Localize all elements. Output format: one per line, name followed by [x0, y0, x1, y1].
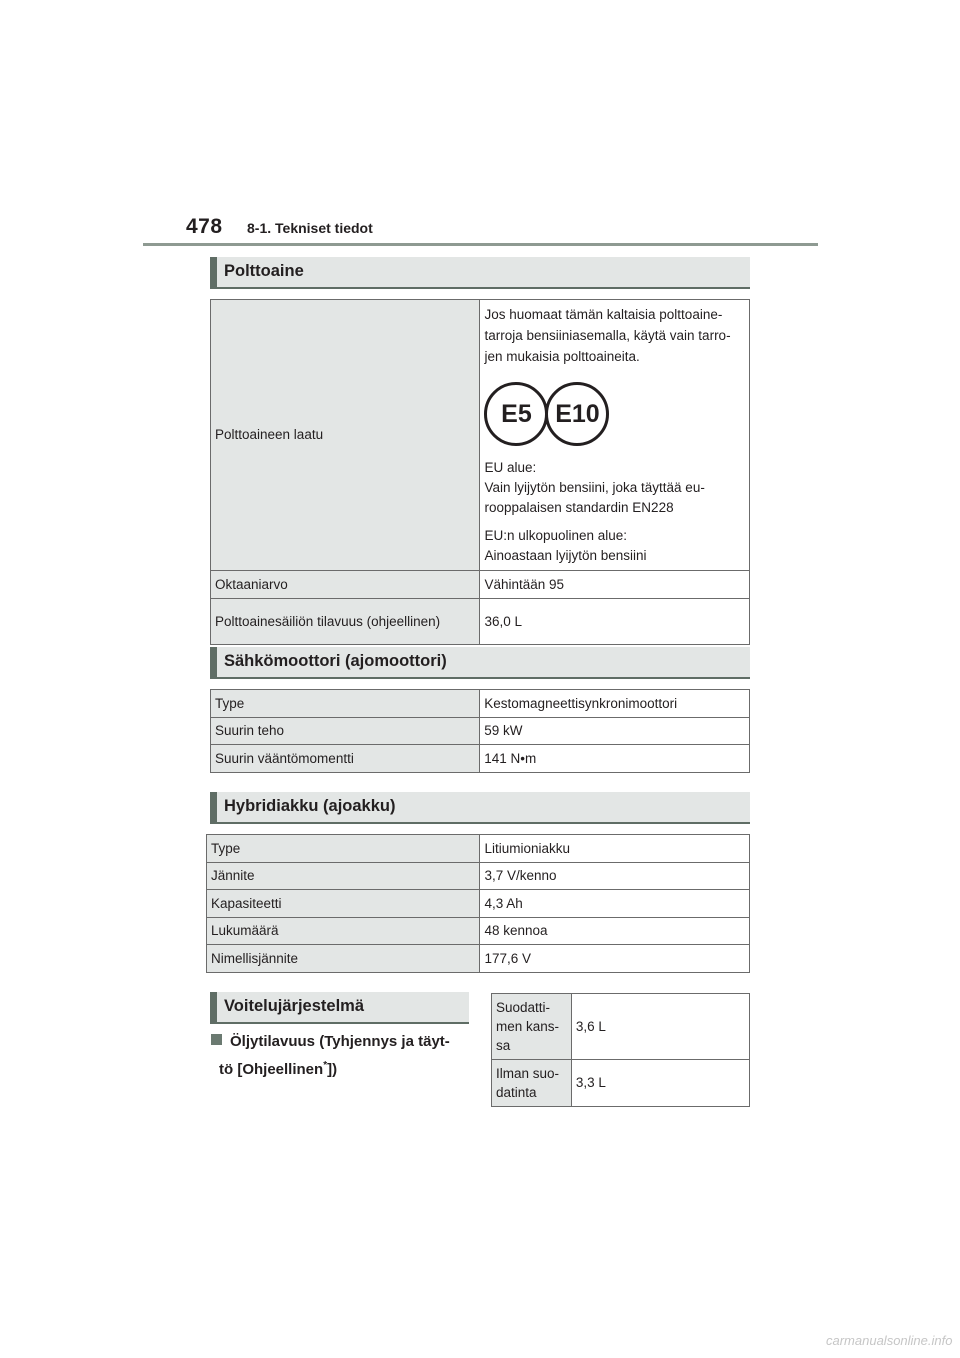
fuel-table	[210, 299, 750, 645]
battery-voltage-label: Jännite	[207, 863, 480, 890]
fuel-quality-label: Polttoaineen laatu	[211, 300, 480, 571]
fuel-heading: Polttoaine	[210, 257, 750, 289]
battery-table	[206, 834, 750, 973]
table-row	[211, 571, 750, 599]
battery-capacity-value: 4,3 Ah	[480, 890, 750, 918]
fuel-badges	[484, 382, 745, 446]
battery-capacity-label: Kapasiteetti	[207, 890, 480, 918]
octane-label: Oktaaniarvo	[211, 571, 480, 599]
fuel-quality-intro: Jos huomaat tämän kaltaisia polttoaine-tarroja bensiiniasemalla, käytä vain tarro-jen mukaisia polttoaineita.	[484, 307, 731, 364]
table-row	[211, 690, 750, 718]
page-number: 478	[186, 215, 223, 238]
table-row	[211, 718, 750, 745]
motor-table	[210, 689, 750, 773]
eu-title: EU alue:	[484, 460, 537, 475]
motor-type-value: Kestomagneettisynkronimoottori	[480, 690, 750, 718]
with-filter-label: Suodatti-men kans-sa	[492, 994, 572, 1060]
battery-count-label: Lukumäärä	[207, 918, 480, 945]
table-row	[211, 745, 750, 773]
battery-voltage-value: 3,7 V/kenno	[480, 863, 750, 890]
oil-capacity-text-1: Öljytilavuus (Tyhjennys ja täyt-	[230, 1033, 450, 1050]
tank-value: 36,0 L	[480, 599, 750, 645]
battery-type-label: Type	[207, 835, 480, 863]
oil-capacity-text-2: tö [Ohjeellinen	[219, 1061, 324, 1078]
motor-type-label: Type	[211, 690, 480, 718]
motor-torque-value: 141 N•m	[480, 745, 750, 773]
square-bullet-icon	[211, 1034, 222, 1045]
motor-torque-label: Suurin vääntömomentti	[211, 745, 480, 773]
table-row	[207, 918, 750, 945]
with-filter-value: 3,6 L	[571, 994, 749, 1060]
motor-heading: Sähkömoottori (ajomoottori)	[210, 647, 750, 679]
section-title: 8-1. Tekniset tiedot	[247, 220, 373, 236]
table-row	[207, 835, 750, 863]
oil-capacity-line-1	[211, 1030, 473, 1054]
footnote-marker: *	[323, 1060, 328, 1071]
eu-text: Vain lyijytön bensiini, joka täyttää eu-rooppalaisen standardin EN228	[484, 480, 705, 515]
oil-capacity-line-2	[211, 1054, 473, 1082]
e10-badge: E10	[545, 382, 609, 446]
fuel-quality-value	[480, 300, 750, 571]
motor-power-value: 59 kW	[480, 718, 750, 745]
non-eu-text: Ainoastaan lyijytön bensiini	[484, 548, 647, 563]
without-filter-label: Ilman suo-datinta	[492, 1060, 572, 1107]
oil-capacity-heading	[211, 1030, 473, 1082]
battery-nominal-value: 177,6 V	[480, 945, 750, 973]
table-row	[211, 599, 750, 645]
watermark: carmanualsonline.info	[826, 1333, 953, 1348]
lubrication-heading: Voitelujärjestelmä	[210, 992, 469, 1024]
oil-capacity-text-3: ])	[327, 1061, 338, 1078]
battery-heading: Hybridiakku (ajoakku)	[210, 792, 750, 824]
battery-type-value: Litiumioniakku	[480, 835, 750, 863]
without-filter-value: 3,3 L	[571, 1060, 749, 1107]
table-row	[207, 945, 750, 973]
battery-nominal-label: Nimellisjännite	[207, 945, 480, 973]
oil-capacity-table	[491, 993, 750, 1107]
table-row	[492, 1060, 750, 1107]
octane-value: Vähintään 95	[480, 571, 750, 599]
motor-power-label: Suurin teho	[211, 718, 480, 745]
non-eu-title: EU:n ulkopuolinen alue:	[484, 528, 628, 543]
table-row	[207, 890, 750, 918]
table-row	[207, 863, 750, 890]
header-rule	[143, 243, 818, 246]
table-row	[492, 994, 750, 1060]
tank-label: Polttoainesäiliön tilavuus (ohjeellinen)	[211, 599, 480, 645]
page-header	[0, 0, 960, 250]
table-row	[211, 300, 750, 571]
battery-count-value: 48 kennoa	[480, 918, 750, 945]
e5-badge: E5	[484, 382, 548, 446]
